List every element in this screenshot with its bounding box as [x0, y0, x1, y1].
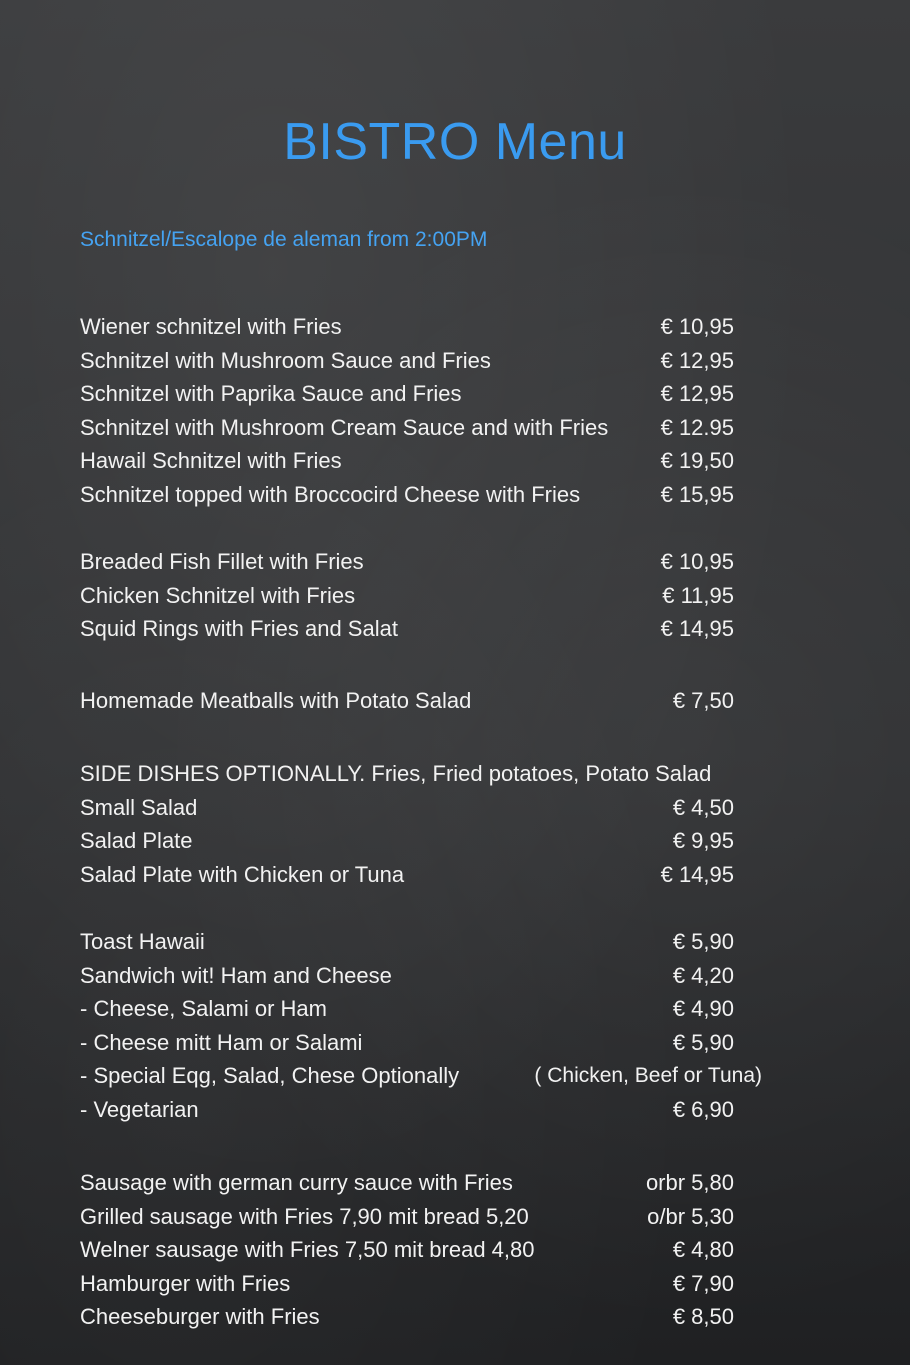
item-price: € 4,90 [672, 996, 734, 1021]
menu-title: BISTRO Menu [283, 113, 627, 171]
menu-item [80, 1200, 780, 1234]
item-price: € 9,95 [672, 828, 734, 853]
menu-item [80, 925, 780, 959]
item-name: Schnitzel with Mushroom Cream Sauce and with Fries [80, 414, 609, 440]
item-name: Homemade Meatballs with Potato Salad [80, 687, 472, 713]
item-name: - Special Eqg, Salad, Chese Optionally [80, 1063, 460, 1088]
item-name: Hawail Schnitzel with Fries [80, 448, 342, 473]
item-price: € 5,90 [672, 929, 734, 954]
menu-item [80, 344, 780, 378]
item-name: - Vegetarian [80, 1096, 199, 1122]
section-spacer [80, 891, 780, 925]
menu-item [80, 1026, 780, 1060]
item-name: - Cheese mitt Ham or Salami [80, 1029, 363, 1055]
menu-item [80, 478, 780, 512]
section-spacer [80, 1126, 780, 1166]
item-name: Grilled sausage with Fries 7,90 mit bread 5,20 [80, 1203, 529, 1229]
item-name: Sandwich wit! Ham and Cheese [80, 962, 392, 988]
item-name: Squid Rings with Fries and Salat [80, 616, 398, 641]
menu-item [80, 992, 780, 1026]
item-price: € 14,95 [660, 861, 734, 887]
section-spacer [80, 646, 780, 684]
item-price: € 4,50 [672, 794, 734, 820]
item-name: SIDE DISHES OPTIONALLY. Fries, Fried potatoes, Potato Salad [80, 761, 712, 786]
menu-item [80, 1267, 780, 1301]
menu-item [80, 757, 780, 791]
section-spacer [80, 511, 780, 545]
item-price: € 10,95 [660, 549, 734, 574]
item-name: Small Salad [80, 794, 198, 820]
item-name: Cheeseburger with Fries [80, 1304, 320, 1329]
item-price: € 8,50 [672, 1304, 734, 1329]
menu-item [80, 824, 780, 858]
item-name: Schnitzel with Mushroom Sauce and Fries [80, 347, 491, 373]
menu-item [80, 1233, 780, 1267]
menu-list [80, 310, 780, 1334]
menu-section-sides [80, 757, 780, 891]
item-price: € 7,90 [672, 1270, 734, 1296]
item-name: Sausage with german curry sauce with Fries [80, 1170, 513, 1195]
item-price: € 10,95 [660, 314, 734, 339]
menu-subtitle: Schnitzel/Escalope de aleman from 2:00PM [80, 228, 488, 251]
menu-section-meatballs [80, 684, 780, 718]
item-price: € 4,20 [672, 962, 734, 988]
item-price: € 6,90 [672, 1096, 734, 1122]
item-price: € 12,95 [660, 347, 734, 373]
item-price: € 15,95 [660, 481, 734, 507]
item-name: Salad Plate with Chicken or Tuna [80, 861, 405, 887]
menu-item [80, 684, 780, 718]
item-name: Toast Hawaii [80, 929, 205, 954]
item-price: € 11,95 [662, 582, 734, 608]
item-name: Chicken Schnitzel with Fries [80, 582, 356, 608]
item-price: € 12.95 [660, 414, 734, 440]
item-name: Schnitzel with Paprika Sauce and Fries [80, 381, 462, 406]
menu-item [80, 1300, 780, 1334]
menu-item [80, 310, 780, 344]
item-price: € 7,50 [672, 687, 734, 713]
menu-item [80, 579, 780, 613]
menu-item [80, 858, 780, 892]
item-price: € 4,80 [672, 1237, 734, 1262]
menu-item [80, 1059, 780, 1093]
item-note: ( Chicken, Beef or Tuna) [534, 1064, 762, 1087]
menu-item [80, 1093, 780, 1127]
menu-section-fish-chicken [80, 545, 780, 646]
menu-item [80, 791, 780, 825]
item-name: Salad Plate [80, 828, 193, 853]
menu-item [80, 1166, 780, 1200]
item-name: Welner sausage with Fries 7,50 mit bread 4,80 [80, 1237, 535, 1262]
menu-section-schnitzel [80, 310, 780, 511]
menu-section-toast-sandwich [80, 925, 780, 1126]
item-name: Schnitzel topped with Broccocird Cheese with Fries [80, 481, 581, 507]
item-price: o/br 5,30 [647, 1203, 734, 1229]
menu-section-sausages-burgers [80, 1166, 780, 1334]
item-name: Breaded Fish Fillet with Fries [80, 549, 364, 574]
section-spacer [80, 717, 780, 757]
menu-item [80, 959, 780, 993]
item-price: € 19,50 [660, 448, 734, 473]
menu-item [80, 545, 780, 579]
menu-item [80, 411, 780, 445]
menu-item [80, 377, 780, 411]
item-price: € 12,95 [660, 381, 734, 406]
menu-item [80, 612, 780, 646]
item-name: Hamburger with Fries [80, 1270, 291, 1296]
item-price: € 14,95 [660, 616, 734, 641]
item-price: € 5,90 [672, 1029, 734, 1055]
item-price: orbr 5,80 [645, 1170, 734, 1195]
menu-item [80, 444, 780, 478]
item-name: Wiener schnitzel with Fries [80, 314, 342, 339]
item-name: - Cheese, Salami or Ham [80, 996, 327, 1021]
